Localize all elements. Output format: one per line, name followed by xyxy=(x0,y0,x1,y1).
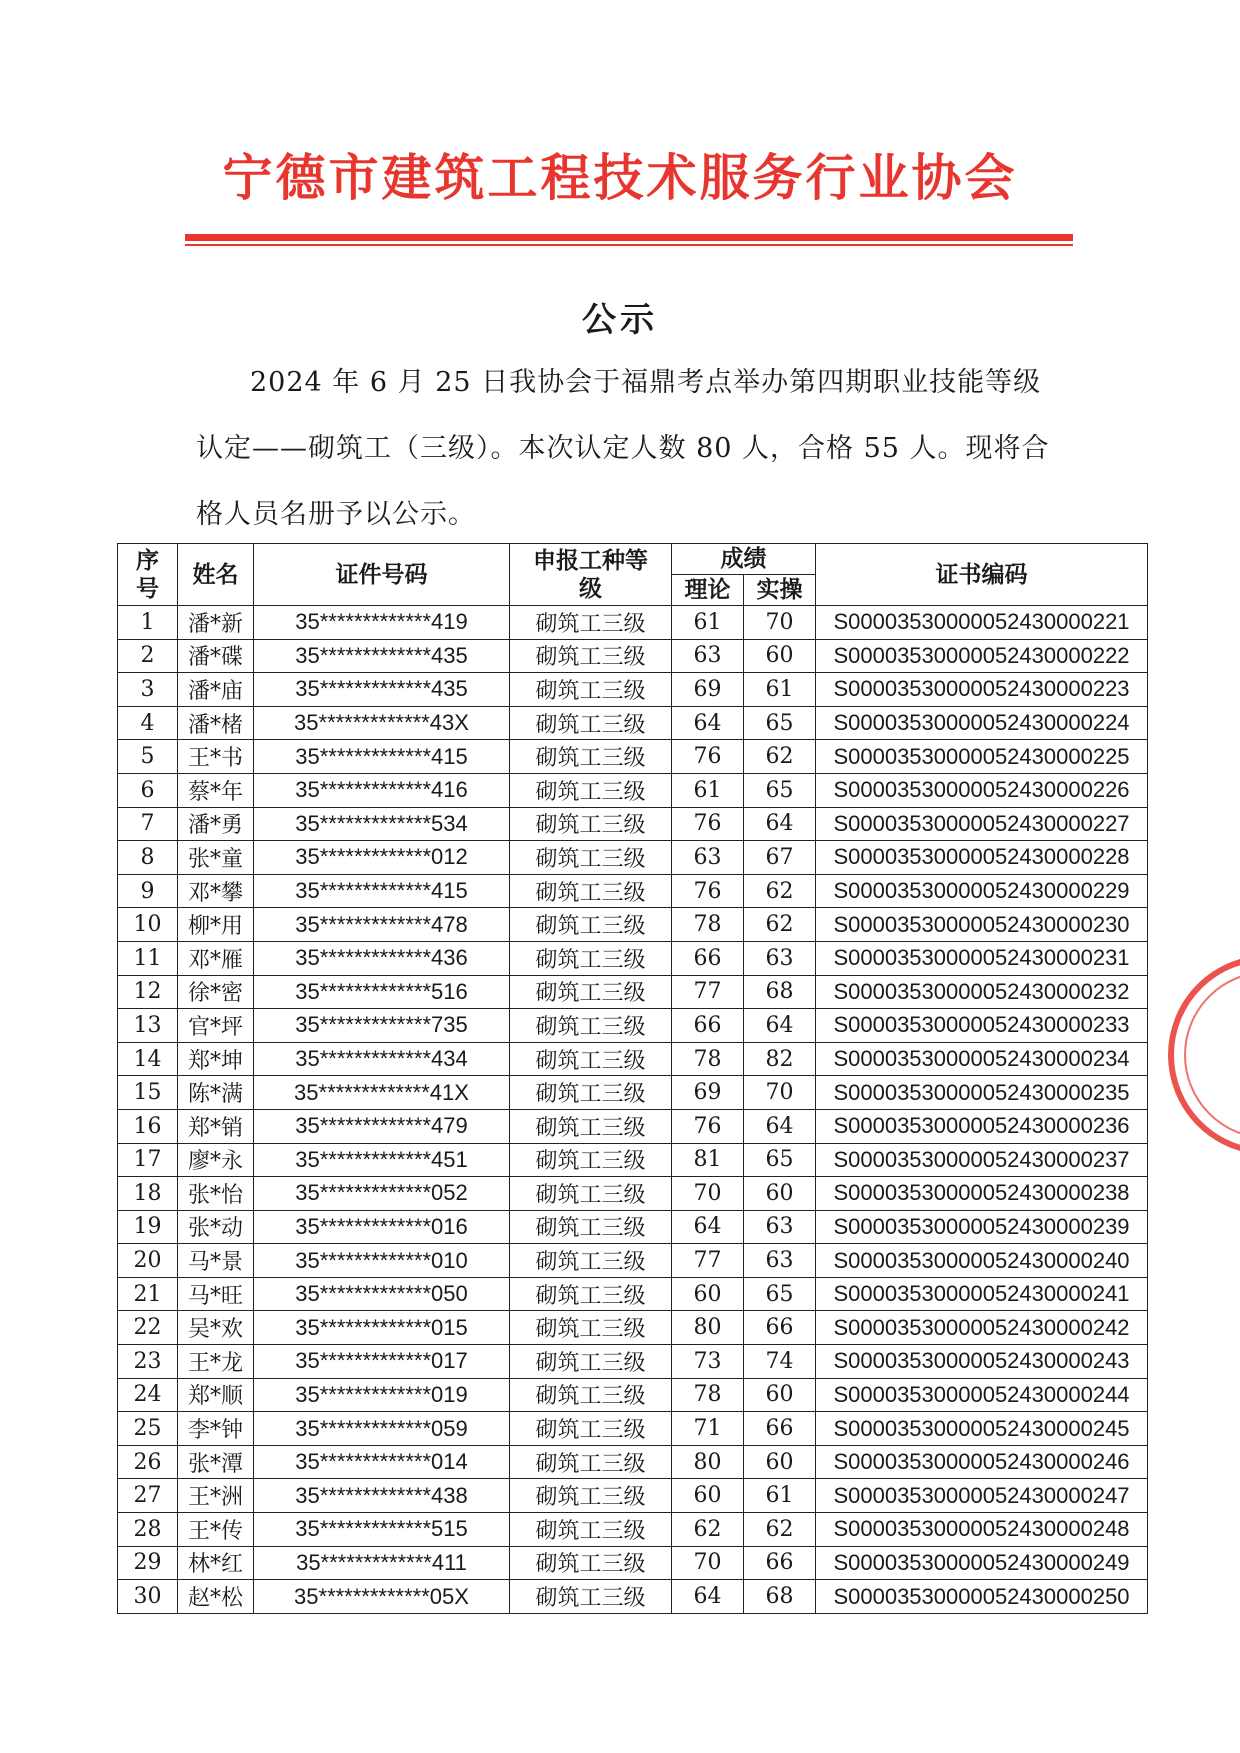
cell-cert-code: S00003530000052430000246 xyxy=(816,1445,1148,1479)
cell-theory-score: 60 xyxy=(672,1277,744,1311)
cell-id-number: 35*************419 xyxy=(254,606,510,640)
cell-name: 潘*庙 xyxy=(178,673,254,707)
table-row xyxy=(118,1109,1148,1143)
cell-theory-score: 69 xyxy=(672,1076,744,1110)
cell-practice-score: 60 xyxy=(744,1177,816,1211)
table-row xyxy=(118,1412,1148,1446)
cell-name: 赵*松 xyxy=(178,1580,254,1614)
header-cert-code: 证书编码 xyxy=(816,544,1148,606)
cell-practice-score: 65 xyxy=(744,773,816,807)
cell-seq: 3 xyxy=(118,673,178,707)
cell-trade-level: 砌筑工三级 xyxy=(510,673,672,707)
cell-theory-score: 61 xyxy=(672,773,744,807)
cell-trade-level: 砌筑工三级 xyxy=(510,1412,672,1446)
table-row xyxy=(118,706,1148,740)
cell-id-number: 35*************019 xyxy=(254,1378,510,1412)
cell-trade-level: 砌筑工三级 xyxy=(510,1009,672,1043)
cell-id-number: 35*************411 xyxy=(254,1546,510,1580)
cell-cert-code: S00003530000052430000236 xyxy=(816,1109,1148,1143)
cell-seq: 12 xyxy=(118,975,178,1009)
cell-trade-level: 砌筑工三级 xyxy=(510,874,672,908)
table-row xyxy=(118,1345,1148,1379)
table-row xyxy=(118,1546,1148,1580)
cell-id-number: 35*************050 xyxy=(254,1277,510,1311)
header-divider-thin xyxy=(185,244,1073,246)
cell-id-number: 35*************479 xyxy=(254,1109,510,1143)
cell-cert-code: S00003530000052430000238 xyxy=(816,1177,1148,1211)
cell-cert-code: S00003530000052430000245 xyxy=(816,1412,1148,1446)
cell-practice-score: 68 xyxy=(744,975,816,1009)
table-row xyxy=(118,1042,1148,1076)
table-row xyxy=(118,1513,1148,1547)
table-row xyxy=(118,673,1148,707)
cell-practice-score: 62 xyxy=(744,874,816,908)
cell-cert-code: S00003530000052430000250 xyxy=(816,1580,1148,1614)
cell-cert-code: S00003530000052430000240 xyxy=(816,1244,1148,1278)
cell-id-number: 35*************015 xyxy=(254,1311,510,1345)
cell-trade-level: 砌筑工三级 xyxy=(510,807,672,841)
cell-id-number: 35*************416 xyxy=(254,773,510,807)
table-row xyxy=(118,874,1148,908)
cell-practice-score: 64 xyxy=(744,1109,816,1143)
cell-trade-level: 砌筑工三级 xyxy=(510,941,672,975)
cell-theory-score: 66 xyxy=(672,1009,744,1043)
cell-cert-code: S00003530000052430000229 xyxy=(816,874,1148,908)
cell-practice-score: 62 xyxy=(744,740,816,774)
cell-theory-score: 63 xyxy=(672,639,744,673)
cell-trade-level: 砌筑工三级 xyxy=(510,1244,672,1278)
cell-theory-score: 73 xyxy=(672,1345,744,1379)
header-trade-level: 申报工种等级 xyxy=(510,544,672,606)
cell-name: 张*怡 xyxy=(178,1177,254,1211)
cell-cert-code: S00003530000052430000244 xyxy=(816,1378,1148,1412)
cell-id-number: 35*************415 xyxy=(254,740,510,774)
cell-name: 王*传 xyxy=(178,1513,254,1547)
cell-theory-score: 76 xyxy=(672,740,744,774)
cell-practice-score: 63 xyxy=(744,1210,816,1244)
cell-trade-level: 砌筑工三级 xyxy=(510,1143,672,1177)
cell-trade-level: 砌筑工三级 xyxy=(510,1345,672,1379)
cell-practice-score: 61 xyxy=(744,1479,816,1513)
table-row xyxy=(118,1143,1148,1177)
cell-seq: 9 xyxy=(118,874,178,908)
cell-practice-score: 64 xyxy=(744,807,816,841)
cell-trade-level: 砌筑工三级 xyxy=(510,1513,672,1547)
qualified-roster-table xyxy=(117,543,1148,1614)
cell-theory-score: 61 xyxy=(672,606,744,640)
table-row xyxy=(118,740,1148,774)
cell-trade-level: 砌筑工三级 xyxy=(510,1042,672,1076)
cell-cert-code: S00003530000052430000226 xyxy=(816,773,1148,807)
cell-id-number: 35*************735 xyxy=(254,1009,510,1043)
cell-trade-level: 砌筑工三级 xyxy=(510,908,672,942)
cell-trade-level: 砌筑工三级 xyxy=(510,1378,672,1412)
cell-trade-level: 砌筑工三级 xyxy=(510,1076,672,1110)
cell-cert-code: S00003530000052430000241 xyxy=(816,1277,1148,1311)
table-row xyxy=(118,807,1148,841)
cell-seq: 15 xyxy=(118,1076,178,1110)
cell-practice-score: 70 xyxy=(744,1076,816,1110)
cell-theory-score: 77 xyxy=(672,975,744,1009)
cell-id-number: 35*************436 xyxy=(254,941,510,975)
cell-seq: 5 xyxy=(118,740,178,774)
header-theory: 理论 xyxy=(672,575,744,606)
cell-trade-level: 砌筑工三级 xyxy=(510,639,672,673)
cell-practice-score: 60 xyxy=(744,1445,816,1479)
header-name: 姓名 xyxy=(178,544,254,606)
cell-theory-score: 78 xyxy=(672,1042,744,1076)
cell-seq: 20 xyxy=(118,1244,178,1278)
cell-cert-code: S00003530000052430000237 xyxy=(816,1143,1148,1177)
cell-practice-score: 60 xyxy=(744,639,816,673)
table-row xyxy=(118,1580,1148,1614)
header-practice: 实操 xyxy=(744,575,816,606)
cell-theory-score: 78 xyxy=(672,1378,744,1412)
cell-name: 吴*欢 xyxy=(178,1311,254,1345)
cell-name: 徐*密 xyxy=(178,975,254,1009)
cell-practice-score: 74 xyxy=(744,1345,816,1379)
cell-trade-level: 砌筑工三级 xyxy=(510,1445,672,1479)
cell-cert-code: S00003530000052430000222 xyxy=(816,639,1148,673)
cell-trade-level: 砌筑工三级 xyxy=(510,773,672,807)
cell-seq: 30 xyxy=(118,1580,178,1614)
cell-seq: 4 xyxy=(118,706,178,740)
table-row xyxy=(118,606,1148,640)
cell-seq: 24 xyxy=(118,1378,178,1412)
cell-id-number: 35*************415 xyxy=(254,874,510,908)
cell-name: 张*潭 xyxy=(178,1445,254,1479)
cell-id-number: 35*************451 xyxy=(254,1143,510,1177)
cell-id-number: 35*************012 xyxy=(254,841,510,875)
cell-trade-level: 砌筑工三级 xyxy=(510,1177,672,1211)
cell-seq: 27 xyxy=(118,1479,178,1513)
cell-id-number: 35*************515 xyxy=(254,1513,510,1547)
table-row xyxy=(118,908,1148,942)
cell-trade-level: 砌筑工三级 xyxy=(510,1277,672,1311)
cell-seq: 19 xyxy=(118,1210,178,1244)
cell-cert-code: S00003530000052430000233 xyxy=(816,1009,1148,1043)
table-row xyxy=(118,1378,1148,1412)
cell-theory-score: 60 xyxy=(672,1479,744,1513)
cell-seq: 13 xyxy=(118,1009,178,1043)
cell-id-number: 35*************016 xyxy=(254,1210,510,1244)
cell-id-number: 35*************014 xyxy=(254,1445,510,1479)
cell-practice-score: 63 xyxy=(744,941,816,975)
cell-id-number: 35*************435 xyxy=(254,673,510,707)
cell-cert-code: S00003530000052430000223 xyxy=(816,673,1148,707)
cell-name: 邓*攀 xyxy=(178,874,254,908)
cell-name: 潘*新 xyxy=(178,606,254,640)
cell-trade-level: 砌筑工三级 xyxy=(510,1546,672,1580)
cell-practice-score: 67 xyxy=(744,841,816,875)
cell-cert-code: S00003530000052430000239 xyxy=(816,1210,1148,1244)
cell-cert-code: S00003530000052430000225 xyxy=(816,740,1148,774)
cell-practice-score: 66 xyxy=(744,1311,816,1345)
cell-cert-code: S00003530000052430000243 xyxy=(816,1345,1148,1379)
cell-seq: 28 xyxy=(118,1513,178,1547)
cell-cert-code: S00003530000052430000224 xyxy=(816,706,1148,740)
cell-trade-level: 砌筑工三级 xyxy=(510,706,672,740)
cell-cert-code: S00003530000052430000221 xyxy=(816,606,1148,640)
cell-name: 潘*楮 xyxy=(178,706,254,740)
cell-seq: 25 xyxy=(118,1412,178,1446)
cell-name: 马*景 xyxy=(178,1244,254,1278)
table-row xyxy=(118,1445,1148,1479)
cell-trade-level: 砌筑工三级 xyxy=(510,1109,672,1143)
cell-id-number: 35*************438 xyxy=(254,1479,510,1513)
cell-cert-code: S00003530000052430000230 xyxy=(816,908,1148,942)
cell-id-number: 35*************43X xyxy=(254,706,510,740)
cell-name: 潘*勇 xyxy=(178,807,254,841)
cell-seq: 17 xyxy=(118,1143,178,1177)
cell-practice-score: 61 xyxy=(744,673,816,707)
cell-id-number: 35*************010 xyxy=(254,1244,510,1278)
cell-theory-score: 63 xyxy=(672,841,744,875)
cell-seq: 10 xyxy=(118,908,178,942)
cell-name: 李*钟 xyxy=(178,1412,254,1446)
cell-seq: 1 xyxy=(118,606,178,640)
cell-practice-score: 65 xyxy=(744,1277,816,1311)
cell-theory-score: 70 xyxy=(672,1546,744,1580)
cell-theory-score: 71 xyxy=(672,1412,744,1446)
cell-seq: 11 xyxy=(118,941,178,975)
cell-name: 郑*坤 xyxy=(178,1042,254,1076)
cell-theory-score: 80 xyxy=(672,1445,744,1479)
cell-seq: 23 xyxy=(118,1345,178,1379)
cell-trade-level: 砌筑工三级 xyxy=(510,606,672,640)
header-id-number: 证件号码 xyxy=(254,544,510,606)
cell-practice-score: 66 xyxy=(744,1412,816,1446)
cell-cert-code: S00003530000052430000248 xyxy=(816,1513,1148,1547)
cell-theory-score: 69 xyxy=(672,673,744,707)
cell-seq: 2 xyxy=(118,639,178,673)
org-name-heading: 宁德市建筑工程技术服务行业协会 xyxy=(222,149,1018,207)
cell-cert-code: S00003530000052430000232 xyxy=(816,975,1148,1009)
cell-cert-code: S00003530000052430000235 xyxy=(816,1076,1148,1110)
table-row xyxy=(118,1177,1148,1211)
cell-theory-score: 64 xyxy=(672,1210,744,1244)
cell-trade-level: 砌筑工三级 xyxy=(510,740,672,774)
cell-practice-score: 65 xyxy=(744,706,816,740)
cell-practice-score: 64 xyxy=(744,1009,816,1043)
cell-trade-level: 砌筑工三级 xyxy=(510,975,672,1009)
cell-name: 张*童 xyxy=(178,841,254,875)
cell-name: 张*动 xyxy=(178,1210,254,1244)
cell-id-number: 35*************435 xyxy=(254,639,510,673)
cell-name: 柳*用 xyxy=(178,908,254,942)
table-row xyxy=(118,1311,1148,1345)
cell-seq: 21 xyxy=(118,1277,178,1311)
cell-theory-score: 77 xyxy=(672,1244,744,1278)
cell-trade-level: 砌筑工三级 xyxy=(510,1311,672,1345)
cell-seq: 29 xyxy=(118,1546,178,1580)
cell-theory-score: 80 xyxy=(672,1311,744,1345)
table-header-row xyxy=(118,544,1148,575)
header-divider-thick xyxy=(185,234,1073,241)
cell-seq: 14 xyxy=(118,1042,178,1076)
cell-theory-score: 76 xyxy=(672,807,744,841)
cell-theory-score: 78 xyxy=(672,908,744,942)
cell-practice-score: 70 xyxy=(744,606,816,640)
header-scores: 成绩 xyxy=(672,544,816,575)
cell-cert-code: S00003530000052430000228 xyxy=(816,841,1148,875)
cell-theory-score: 66 xyxy=(672,941,744,975)
cell-cert-code: S00003530000052430000227 xyxy=(816,807,1148,841)
cell-theory-score: 70 xyxy=(672,1177,744,1211)
notice-body: 2024 年 6 月 25 日我协会于福鼎考点举办第四期职业技能等级认定——砌筑工（三级）。本次认定人数 80 人，合格 55 人。现将合格人员名册予以公示。 xyxy=(196,367,1050,530)
cell-cert-code: S00003530000052430000249 xyxy=(816,1546,1148,1580)
table-row xyxy=(118,773,1148,807)
table-row xyxy=(118,1009,1148,1043)
cell-id-number: 35*************017 xyxy=(254,1345,510,1379)
cell-name: 郑*顺 xyxy=(178,1378,254,1412)
cell-theory-score: 76 xyxy=(672,1109,744,1143)
cell-practice-score: 68 xyxy=(744,1580,816,1614)
table-row xyxy=(118,639,1148,673)
table-row xyxy=(118,841,1148,875)
cell-name: 林*红 xyxy=(178,1546,254,1580)
cell-name: 王*洲 xyxy=(178,1479,254,1513)
cell-practice-score: 66 xyxy=(744,1546,816,1580)
cell-cert-code: S00003530000052430000242 xyxy=(816,1311,1148,1345)
cell-name: 邓*雁 xyxy=(178,941,254,975)
cell-practice-score: 62 xyxy=(744,1513,816,1547)
cell-practice-score: 62 xyxy=(744,908,816,942)
cell-theory-score: 64 xyxy=(672,706,744,740)
cell-practice-score: 63 xyxy=(744,1244,816,1278)
cell-id-number: 35*************516 xyxy=(254,975,510,1009)
cell-id-number: 35*************059 xyxy=(254,1412,510,1446)
cell-cert-code: S00003530000052430000231 xyxy=(816,941,1148,975)
cell-seq: 18 xyxy=(118,1177,178,1211)
cell-cert-code: S00003530000052430000247 xyxy=(816,1479,1148,1513)
cell-seq: 22 xyxy=(118,1311,178,1345)
cell-seq: 6 xyxy=(118,773,178,807)
table-row xyxy=(118,1277,1148,1311)
cell-id-number: 35*************05X xyxy=(254,1580,510,1614)
table-row xyxy=(118,975,1148,1009)
cell-name: 郑*销 xyxy=(178,1109,254,1143)
table-row xyxy=(118,1210,1148,1244)
cell-trade-level: 砌筑工三级 xyxy=(510,1210,672,1244)
cell-seq: 16 xyxy=(118,1109,178,1143)
cell-trade-level: 砌筑工三级 xyxy=(510,1580,672,1614)
cell-seq: 8 xyxy=(118,841,178,875)
cell-name: 马*旺 xyxy=(178,1277,254,1311)
cell-cert-code: S00003530000052430000234 xyxy=(816,1042,1148,1076)
cell-practice-score: 65 xyxy=(744,1143,816,1177)
cell-theory-score: 64 xyxy=(672,1580,744,1614)
cell-practice-score: 82 xyxy=(744,1042,816,1076)
cell-id-number: 35*************052 xyxy=(254,1177,510,1211)
cell-name: 潘*碟 xyxy=(178,639,254,673)
notice-title: 公示 xyxy=(582,300,658,340)
cell-trade-level: 砌筑工三级 xyxy=(510,1479,672,1513)
roster-body xyxy=(118,606,1148,1614)
cell-name: 廖*永 xyxy=(178,1143,254,1177)
header-seq: 序号 xyxy=(118,544,178,606)
table-row xyxy=(118,1479,1148,1513)
cell-theory-score: 81 xyxy=(672,1143,744,1177)
table-row xyxy=(118,941,1148,975)
cell-seq: 26 xyxy=(118,1445,178,1479)
cell-id-number: 35*************534 xyxy=(254,807,510,841)
cell-id-number: 35*************478 xyxy=(254,908,510,942)
cell-name: 蔡*年 xyxy=(178,773,254,807)
cell-name: 王*书 xyxy=(178,740,254,774)
cell-trade-level: 砌筑工三级 xyxy=(510,841,672,875)
cell-seq: 7 xyxy=(118,807,178,841)
cell-theory-score: 62 xyxy=(672,1513,744,1547)
cell-theory-score: 76 xyxy=(672,874,744,908)
cell-id-number: 35*************434 xyxy=(254,1042,510,1076)
cell-name: 官*坪 xyxy=(178,1009,254,1043)
table-row xyxy=(118,1244,1148,1278)
table-row xyxy=(118,1076,1148,1110)
cell-practice-score: 60 xyxy=(744,1378,816,1412)
cell-id-number: 35*************41X xyxy=(254,1076,510,1110)
cell-name: 王*龙 xyxy=(178,1345,254,1379)
cell-name: 陈*满 xyxy=(178,1076,254,1110)
